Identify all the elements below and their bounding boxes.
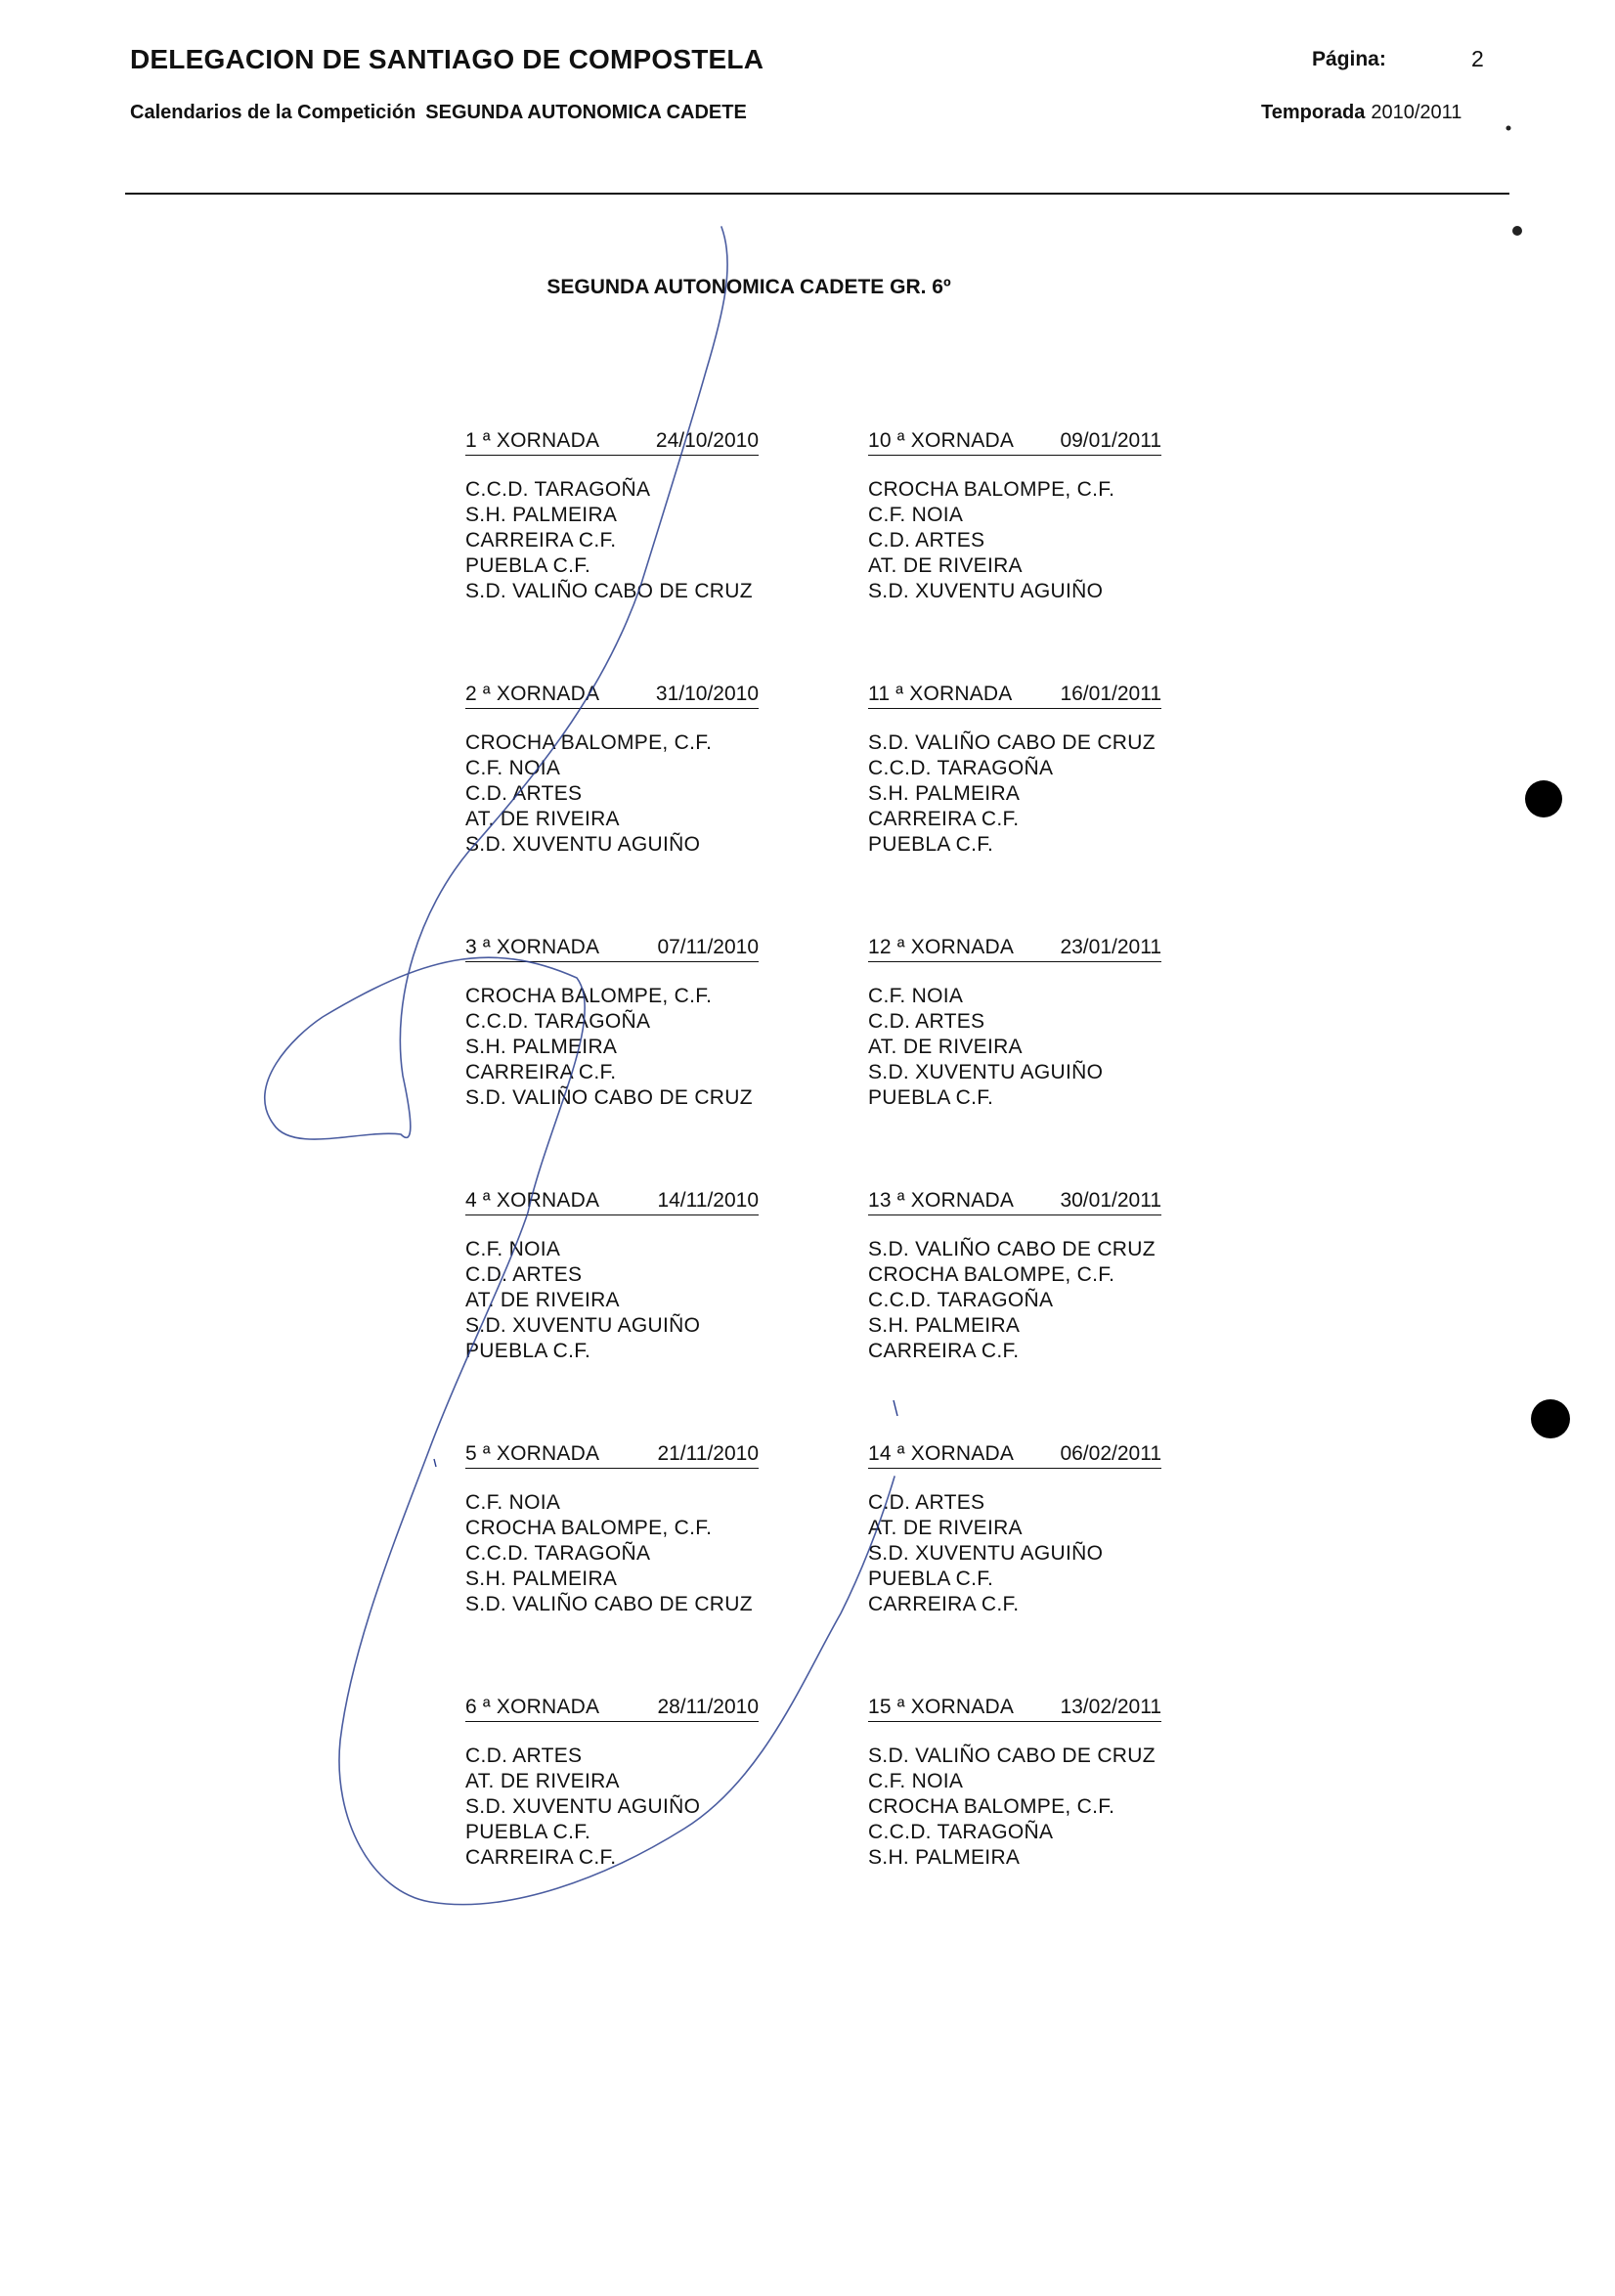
team-name: CROCHA BALOMPE, C.F.: [868, 1795, 1115, 1818]
team-name: C.C.D. TARAGOÑA: [465, 1010, 651, 1033]
scan-dot: [1506, 126, 1511, 131]
team-name: PUEBLA C.F.: [465, 1821, 591, 1843]
team-name: AT. DE RIVEIRA: [868, 1517, 1023, 1539]
team-name: C.D. ARTES: [868, 1010, 985, 1033]
team-name: C.C.D. TARAGOÑA: [465, 478, 651, 501]
punch-hole-mark: [1531, 1399, 1570, 1438]
round-date: 16/01/2011: [1060, 683, 1161, 705]
team-name: S.D. XUVENTU AGUIÑO: [868, 580, 1104, 602]
team-name: S.H. PALMEIRA: [465, 1036, 618, 1058]
round-name: 3 ª XORNADA: [465, 936, 600, 958]
team-name: CARREIRA C.F.: [465, 529, 617, 552]
team-name: S.D. XUVENTU AGUIÑO: [465, 833, 701, 856]
team-name: CARREIRA C.F.: [465, 1846, 617, 1869]
round-name: 1 ª XORNADA: [465, 429, 600, 452]
team-name: CROCHA BALOMPE, C.F.: [465, 731, 713, 754]
round-block: [868, 1695, 1161, 1871]
team-name: PUEBLA C.F.: [465, 554, 591, 577]
team-name: CROCHA BALOMPE, C.F.: [465, 985, 713, 1007]
team-name: S.D. VALIÑO CABO DE CRUZ: [465, 580, 753, 602]
scan-dot: [1512, 226, 1522, 236]
round-name: 14 ª XORNADA: [868, 1442, 1015, 1465]
handwritten-pen-tick: [434, 1459, 436, 1467]
team-name: C.F. NOIA: [465, 1238, 561, 1260]
round-name: 5 ª XORNADA: [465, 1442, 600, 1465]
team-name: S.D. XUVENTU AGUIÑO: [465, 1314, 701, 1337]
round-name: 13 ª XORNADA: [868, 1189, 1015, 1212]
round-header: [868, 1188, 1161, 1215]
team-name: S.D. VALIÑO CABO DE CRUZ: [465, 1593, 753, 1615]
team-name: CROCHA BALOMPE, C.F.: [465, 1517, 713, 1539]
team-name: CARREIRA C.F.: [868, 1340, 1020, 1362]
team-name: C.F. NOIA: [868, 1770, 964, 1792]
team-name: CARREIRA C.F.: [868, 1593, 1020, 1615]
team-name: S.D. XUVENTU AGUIÑO: [868, 1542, 1104, 1565]
round-header: [465, 935, 759, 962]
round-date: 07/11/2010: [657, 936, 759, 958]
team-name: C.F. NOIA: [465, 1491, 561, 1514]
round-name: 11 ª XORNADA: [868, 683, 1013, 705]
team-name: S.D. XUVENTU AGUIÑO: [868, 1061, 1104, 1083]
page-label: Página:: [1312, 48, 1386, 70]
team-name: S.D. VALIÑO CABO DE CRUZ: [868, 731, 1156, 754]
team-name: AT. DE RIVEIRA: [465, 808, 620, 830]
group-title: SEGUNDA AUTONOMICA CADETE GR. 6º: [546, 276, 951, 298]
organization-title: DELEGACION DE SANTIAGO DE COMPOSTELA: [130, 44, 764, 74]
round-block: [465, 935, 759, 1111]
team-name: C.C.D. TARAGOÑA: [465, 1542, 651, 1565]
round-block: [868, 935, 1161, 1111]
round-date: 23/01/2011: [1060, 936, 1161, 958]
team-name: C.C.D. TARAGOÑA: [868, 1289, 1054, 1311]
team-name: S.H. PALMEIRA: [465, 1567, 618, 1590]
header-divider: [125, 193, 1509, 195]
round-block: [465, 1188, 759, 1364]
round-date: 14/11/2010: [657, 1189, 759, 1212]
team-name: S.D. VALIÑO CABO DE CRUZ: [465, 1086, 753, 1109]
team-name: AT. DE RIVEIRA: [465, 1289, 620, 1311]
season-info: [1261, 102, 1462, 124]
round-header: [465, 1441, 759, 1469]
category-name: SEGUNDA AUTONOMICA CADETE: [425, 102, 747, 123]
team-name: C.F. NOIA: [868, 504, 964, 526]
round-block: [868, 682, 1161, 858]
round-date: 21/11/2010: [657, 1442, 759, 1465]
team-name: AT. DE RIVEIRA: [465, 1770, 620, 1792]
team-name: C.C.D. TARAGOÑA: [868, 1821, 1054, 1843]
round-block: [868, 1188, 1161, 1364]
round-date: 09/01/2011: [1060, 429, 1161, 452]
team-name: C.D. ARTES: [465, 1263, 583, 1286]
team-name: S.H. PALMEIRA: [868, 1314, 1021, 1337]
round-header: [868, 428, 1161, 456]
team-name: S.H. PALMEIRA: [465, 504, 618, 526]
round-block: [465, 1441, 759, 1617]
subtitle-text: Calendarios de la Competición: [130, 102, 416, 123]
round-name: 10 ª XORNADA: [868, 429, 1015, 452]
page-number: 2: [1471, 46, 1484, 71]
handwritten-pen-tick: [894, 1400, 897, 1416]
round-name: 12 ª XORNADA: [868, 936, 1015, 958]
round-name: 6 ª XORNADA: [465, 1696, 600, 1718]
round-block: [465, 1695, 759, 1871]
round-block: [465, 682, 759, 858]
round-date: 28/11/2010: [657, 1696, 759, 1718]
team-name: AT. DE RIVEIRA: [868, 1036, 1023, 1058]
round-header: [868, 935, 1161, 962]
team-name: CARREIRA C.F.: [465, 1061, 617, 1083]
team-name: S.D. XUVENTU AGUIÑO: [465, 1795, 701, 1818]
team-name: PUEBLA C.F.: [868, 1567, 994, 1590]
team-name: C.D. ARTES: [868, 529, 985, 552]
round-name: 15 ª XORNADA: [868, 1696, 1015, 1718]
team-name: AT. DE RIVEIRA: [868, 554, 1023, 577]
team-name: C.D. ARTES: [465, 782, 583, 805]
team-name: C.C.D. TARAGOÑA: [868, 757, 1054, 779]
round-block: [868, 1441, 1161, 1617]
round-block: [465, 428, 759, 604]
round-header: [868, 682, 1161, 709]
round-header: [465, 1188, 759, 1215]
team-name: CROCHA BALOMPE, C.F.: [868, 1263, 1115, 1286]
team-name: PUEBLA C.F.: [868, 1086, 994, 1109]
round-header: [465, 682, 759, 709]
round-date: 13/02/2011: [1060, 1696, 1161, 1718]
team-name: CARREIRA C.F.: [868, 808, 1020, 830]
round-name: 2 ª XORNADA: [465, 683, 600, 705]
team-name: C.D. ARTES: [465, 1744, 583, 1767]
season-value: 2010/2011: [1371, 102, 1462, 123]
round-header: [868, 1441, 1161, 1469]
round-date: 24/10/2010: [655, 429, 759, 452]
team-name: CROCHA BALOMPE, C.F.: [868, 478, 1115, 501]
round-header: [465, 1695, 759, 1722]
round-date: 31/10/2010: [655, 683, 759, 705]
round-header: [465, 428, 759, 456]
round-name: 4 ª XORNADA: [465, 1189, 600, 1212]
round-date: 06/02/2011: [1060, 1442, 1161, 1465]
team-name: S.H. PALMEIRA: [868, 782, 1021, 805]
team-name: C.F. NOIA: [868, 985, 964, 1007]
team-name: S.D. VALIÑO CABO DE CRUZ: [868, 1238, 1156, 1260]
round-header: [868, 1695, 1161, 1722]
punch-hole-mark: [1525, 780, 1562, 817]
document-subtitle: [130, 102, 747, 124]
team-name: C.F. NOIA: [465, 757, 561, 779]
team-name: PUEBLA C.F.: [465, 1340, 591, 1362]
team-name: PUEBLA C.F.: [868, 833, 994, 856]
team-name: S.D. VALIÑO CABO DE CRUZ: [868, 1744, 1156, 1767]
team-name: S.H. PALMEIRA: [868, 1846, 1021, 1869]
team-name: C.D. ARTES: [868, 1491, 985, 1514]
round-block: [868, 428, 1161, 604]
season-label: Temporada: [1261, 102, 1366, 123]
round-date: 30/01/2011: [1060, 1189, 1161, 1212]
